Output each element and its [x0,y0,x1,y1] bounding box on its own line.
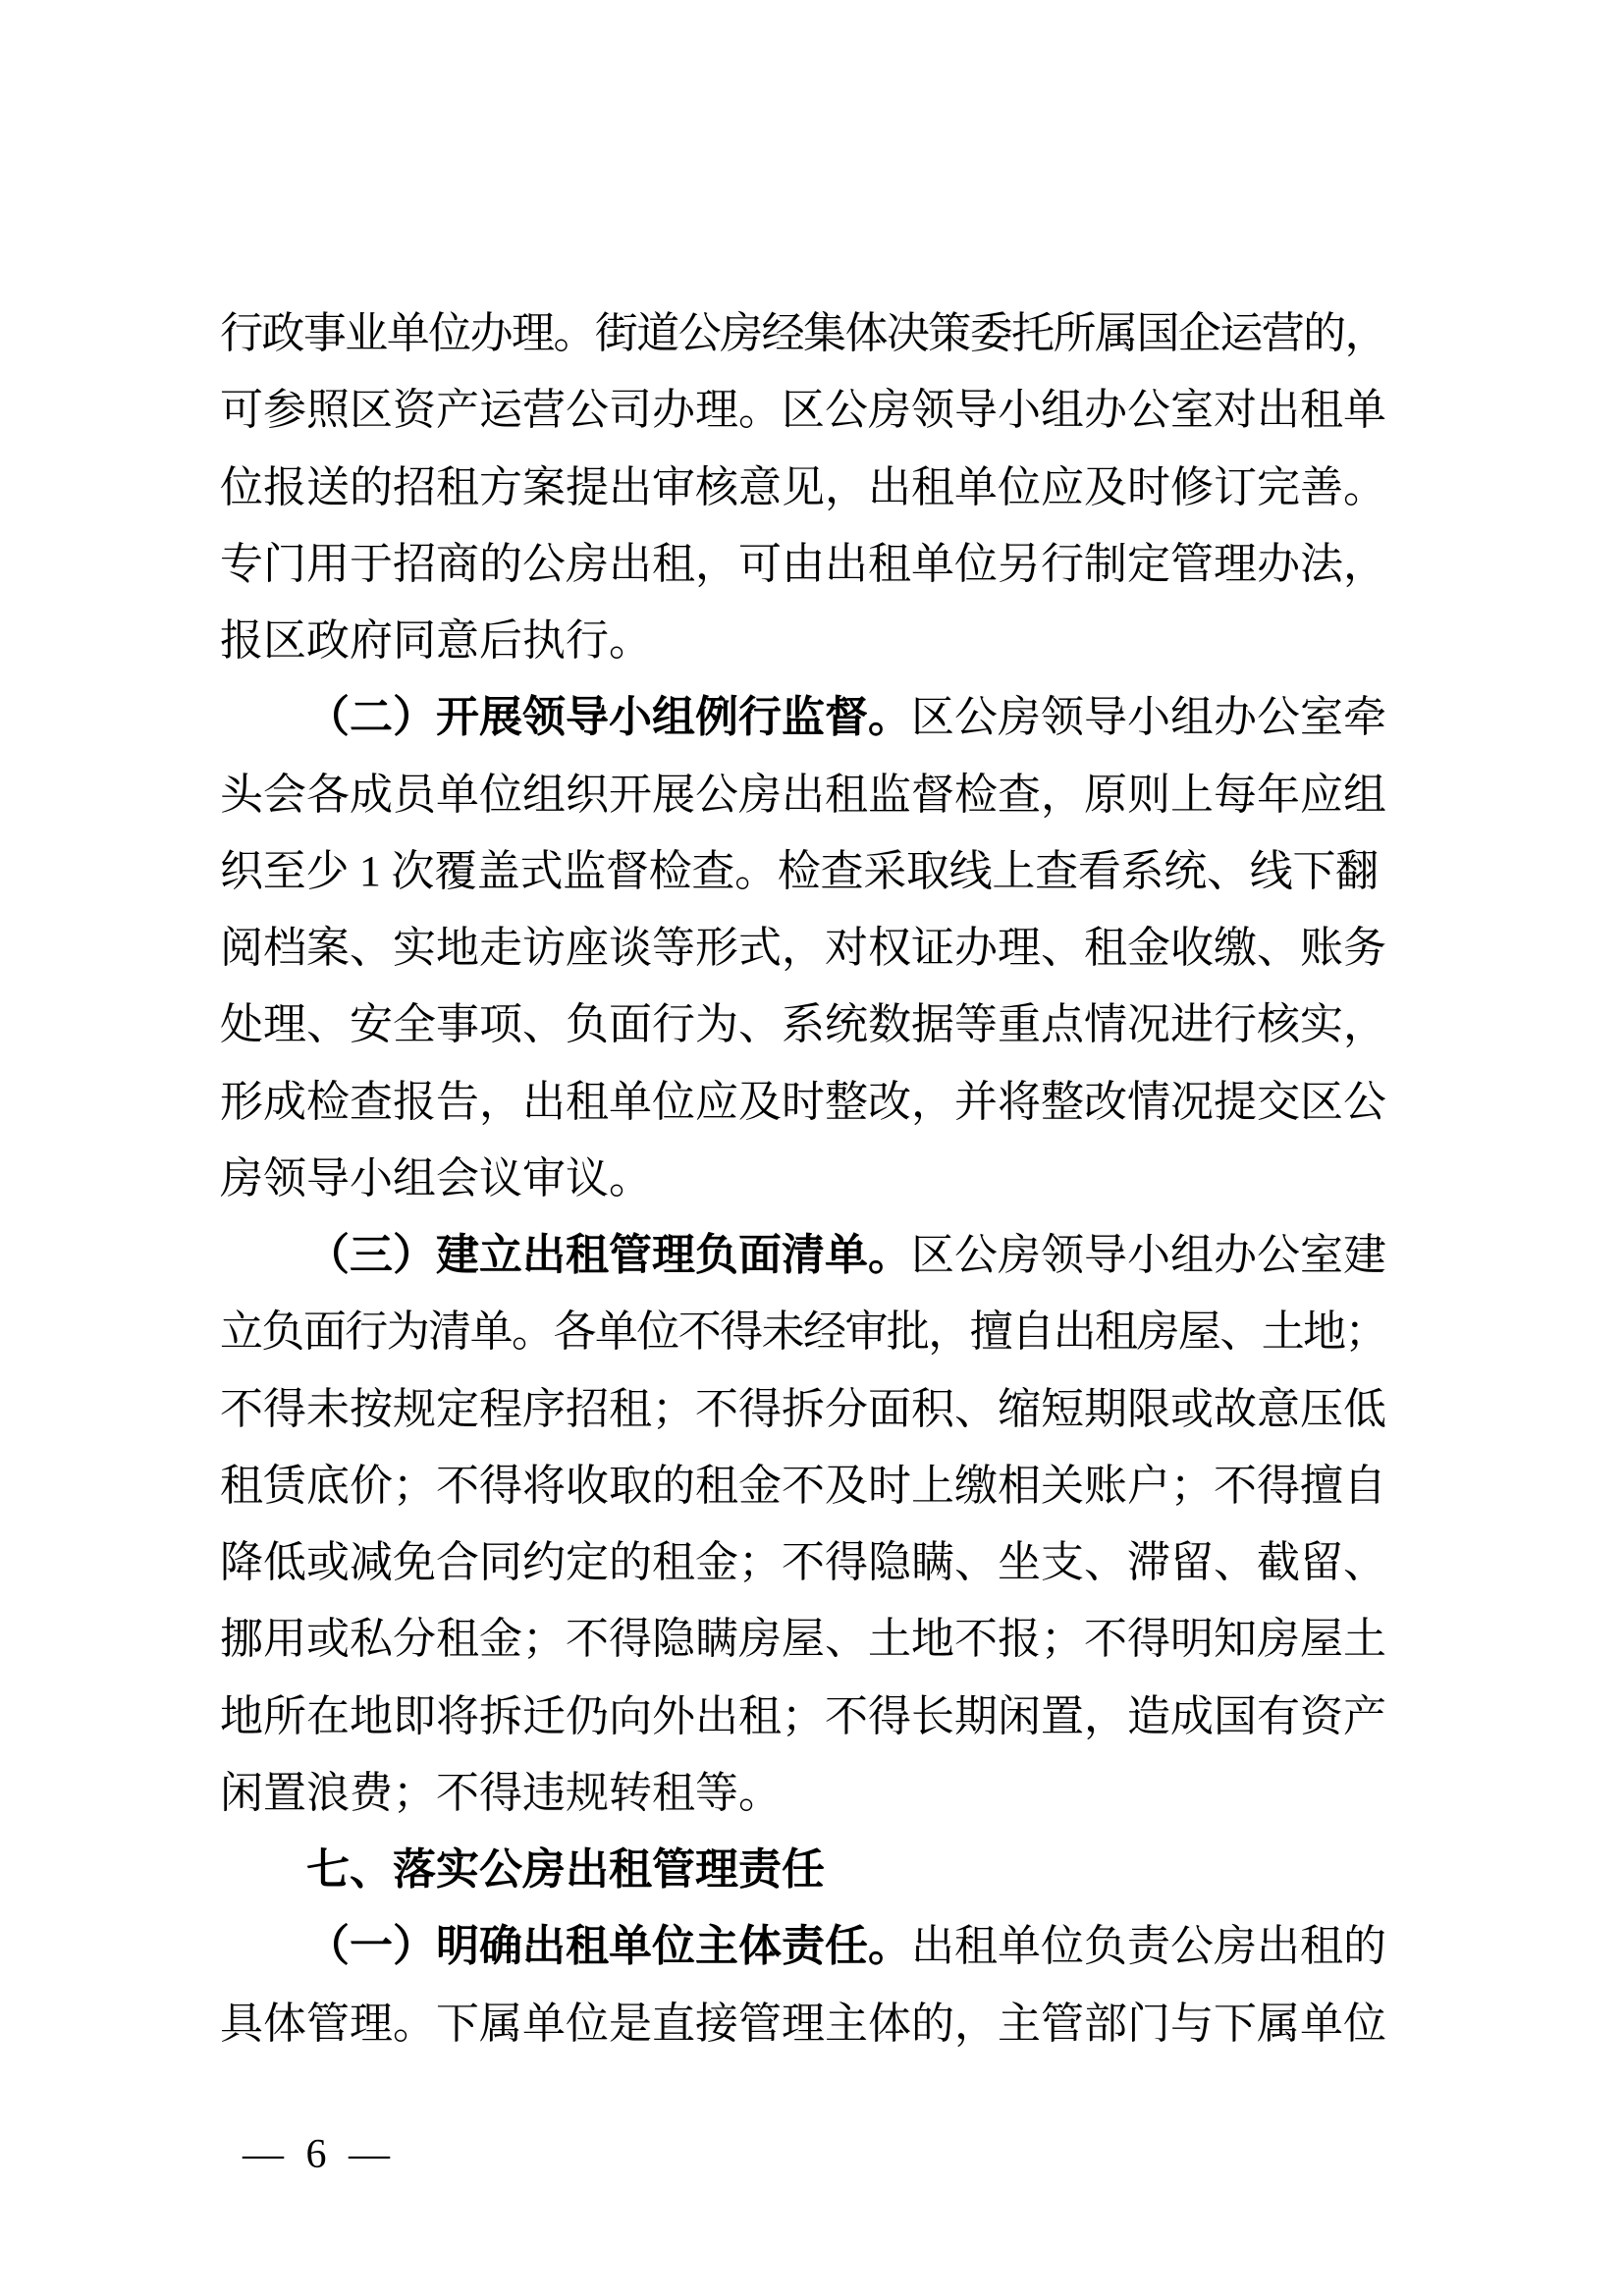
text-run: 挪用或私分租金；不得隐瞒房屋、土地不报；不得明知房屋土 [220,1615,1386,1664]
para-street-housing-continuation [220,295,1386,679]
page-number: — 6 — [243,2132,392,2177]
text-line [220,1448,1386,1524]
heading-section-seven [220,1832,1386,1908]
text-run: 出租单位负责公房出租的 [911,1922,1386,1971]
text-run: 区公房领导小组办公室建 [911,1231,1386,1279]
text-line [220,526,1386,603]
page-footer [243,2132,392,2177]
para-negative-list [220,1217,1386,1832]
text-run: 降低或减免合同约定的租金；不得隐瞒、坐支、滞留、截留、 [220,1538,1386,1586]
text-run: 织至少 1 次覆盖式监督检查。检查采取线上查看系统、线下翻 [220,846,1379,895]
text-run: （二）开展领导小组例行监督。 [306,693,911,742]
text-run: 地所在地即将拆迁仍向外出租；不得长期闲置，造成国有资产 [220,1691,1386,1740]
text-line [220,1294,1386,1370]
text-line [220,603,1386,679]
text-run: 位报送的招租方案提出审核意见，出租单位应及时修订完善。 [220,462,1386,511]
text-run: （三）建立出租管理负面清单。 [306,1231,911,1279]
text-run: 可参照区资产运营公司办理。区公房领导小组办公室对出租单 [220,386,1386,435]
text-line [220,450,1386,526]
text-line [220,1371,1386,1448]
text-run: 不得未按规定程序招租；不得拆分面积、缩短期限或故意压低 [220,1384,1386,1433]
para-leading-group-supervision [220,679,1386,1217]
text-line [220,1986,1386,2062]
text-line [220,1679,1386,1755]
text-line [220,910,1386,987]
text-run: 租赁底价；不得将收取的租金不及时上缴相关账户；不得擅自 [220,1461,1386,1510]
text-run: 专门用于招商的公房出租，可由出租单位另行制定管理办法， [220,539,1386,588]
text-run: 区公房领导小组办公室牵 [911,693,1386,742]
text-line [220,295,1386,372]
text-line [220,987,1386,1063]
text-line [220,1908,1386,1985]
text-line [220,1064,1386,1141]
text-run: 立负面行为清单。各单位不得未经审批，擅自出租房屋、土地； [220,1308,1387,1357]
text-run: 报区政府同意后执行。 [220,616,652,665]
text-line [220,757,1386,833]
text-run: 形成检查报告，出租单位应及时整改，并将整改情况提交区公 [220,1077,1386,1126]
text-line [220,1601,1386,1678]
text-line [220,1755,1386,1832]
text-line [220,1217,1386,1294]
text-run: 处理、安全事项、负面行为、系统数据等重点情况进行核实， [220,1000,1386,1049]
text-line [220,679,1386,756]
text-run: 七、落实公房出租管理责任 [306,1845,825,1894]
text-run: （一）明确出租单位主体责任。 [306,1922,911,1971]
text-line [220,1141,1386,1217]
document-body [220,295,1386,2062]
text-run: 房领导小组会议审议。 [220,1153,652,1202]
text-run: 行政事业单位办理。街道公房经集体决策委托所属国企运营的， [220,309,1387,357]
text-line [220,372,1386,449]
text-line [220,1524,1386,1601]
text-run: 头会各成员单位组织开展公房出租监督检查，原则上每年应组 [220,770,1386,819]
text-run: 具体管理。下属单位是直接管理主体的，主管部门与下属单位 [220,1999,1386,2048]
text-line [220,1832,1386,1908]
text-line [220,833,1386,910]
text-run: 阅档案、实地走访座谈等形式，对权证办理、租金收缴、账务 [220,924,1386,972]
para-rental-unit-responsibility [220,1908,1386,2062]
text-run: 闲置浪费；不得违规转租等。 [220,1768,782,1817]
